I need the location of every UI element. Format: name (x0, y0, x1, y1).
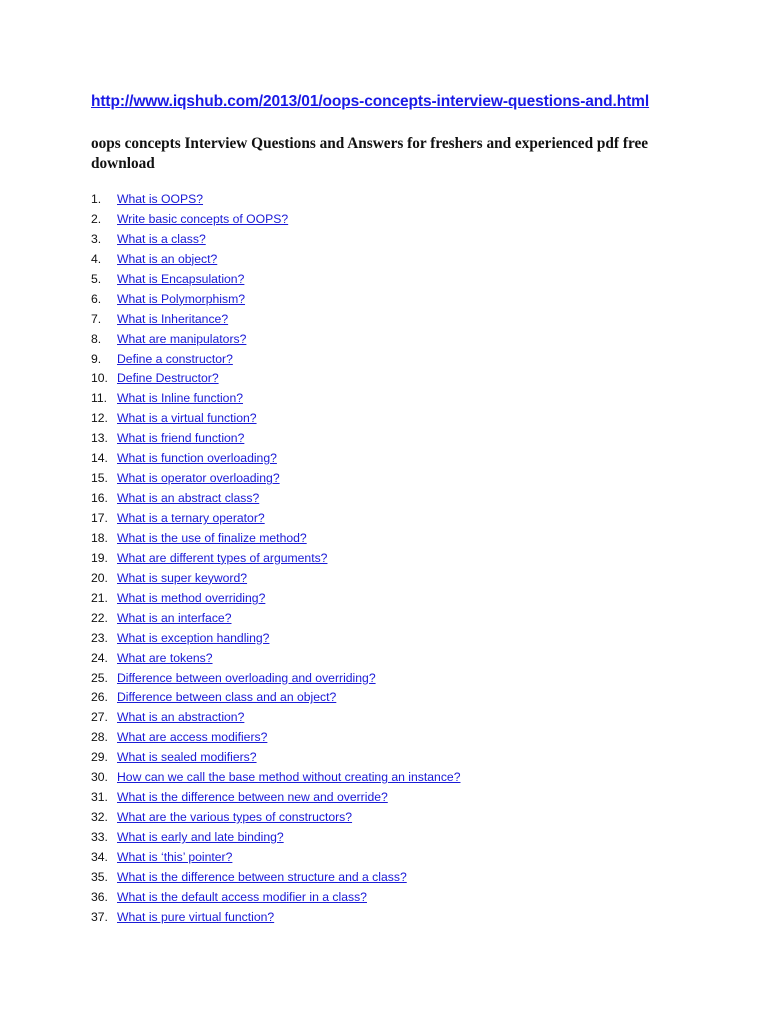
question-number: 19. (91, 550, 108, 565)
question-number: 31. (91, 790, 108, 805)
list-item (91, 509, 460, 529)
question-number: 9. (91, 351, 102, 366)
question-number: 16. (91, 491, 108, 506)
question-number: 24. (91, 650, 108, 665)
list-item (91, 649, 460, 669)
list-item (91, 230, 460, 250)
question-number: 27. (91, 710, 108, 725)
list-item (91, 748, 460, 768)
list-item (91, 728, 460, 748)
list-item (91, 270, 460, 290)
question-number: 33. (91, 830, 108, 844)
list-item (91, 290, 460, 310)
question-number: 34. (91, 849, 108, 864)
question-number: 26. (91, 690, 108, 705)
question-link[interactable]: What is the difference between structure and a class? (117, 869, 407, 884)
list-item (91, 768, 460, 788)
list-item (91, 888, 460, 908)
list-item (91, 489, 460, 509)
question-link[interactable]: What are manipulators? (117, 331, 247, 346)
question-link[interactable]: What is a class? (117, 231, 206, 246)
question-number: 5. (91, 271, 102, 286)
question-link[interactable]: What is an abstract class? (117, 491, 260, 506)
list-item (91, 429, 460, 449)
question-number: 2. (91, 211, 102, 226)
list-item (91, 669, 460, 689)
list-item (91, 190, 460, 210)
question-number: 21. (91, 590, 108, 605)
list-item (91, 310, 460, 330)
question-number: 30. (91, 770, 108, 785)
question-link[interactable]: What is early and late binding? (117, 830, 284, 844)
list-item (91, 569, 460, 589)
list-item (91, 609, 460, 629)
question-number: 13. (91, 431, 108, 446)
list-item (91, 469, 460, 489)
question-number: 6. (91, 291, 102, 306)
question-link[interactable]: How can we call the base method without creating an instance? (117, 770, 461, 785)
question-number: 23. (91, 630, 108, 645)
question-number: 4. (91, 251, 102, 266)
list-item (91, 828, 460, 848)
list-item (91, 449, 460, 469)
question-link[interactable]: What are access modifiers? (117, 730, 268, 745)
list-item (91, 369, 460, 389)
question-number: 37. (91, 909, 108, 924)
question-link[interactable]: Write basic concepts of OOPS? (117, 211, 289, 226)
question-number: 17. (91, 511, 108, 525)
question-link[interactable]: What is function overloading? (117, 451, 277, 466)
question-number: 20. (91, 570, 108, 585)
list-item (91, 868, 460, 888)
question-number: 18. (91, 530, 108, 545)
question-link[interactable]: Define a constructor? (117, 351, 233, 366)
question-link[interactable]: What is a virtual function? (117, 411, 257, 426)
list-item (91, 549, 460, 569)
question-link[interactable]: What is an abstraction? (117, 710, 245, 725)
question-number: 10. (91, 371, 108, 386)
list-item (91, 330, 460, 350)
question-number: 8. (91, 331, 102, 346)
question-link[interactable]: What are the various types of constructors? (117, 810, 353, 825)
list-item (91, 708, 460, 728)
question-link[interactable]: What is Inheritance? (117, 311, 229, 326)
list-item (91, 210, 460, 230)
question-number: 12. (91, 411, 108, 426)
question-number: 36. (91, 889, 108, 904)
list-item (91, 808, 460, 828)
question-list (91, 190, 460, 928)
question-link[interactable]: What is super keyword? (117, 570, 248, 585)
question-link[interactable]: What is friend function? (117, 431, 245, 446)
question-link[interactable]: What are different types of arguments? (117, 550, 328, 565)
list-item (91, 788, 460, 808)
question-link[interactable]: What is an interface? (117, 610, 232, 625)
question-number: 11. (91, 391, 108, 406)
question-link[interactable]: What is exception handling? (117, 630, 270, 645)
question-link[interactable]: What is a ternary operator? (117, 511, 265, 525)
question-link[interactable]: What is OOPS? (117, 192, 204, 206)
list-item (91, 529, 460, 549)
source-url-link[interactable]: http://www.iqshub.com/2013/01/oops-concepts-interview-questions-and.html (91, 93, 650, 110)
question-link[interactable]: What is Polymorphism? (117, 291, 246, 306)
question-number: 32. (91, 810, 108, 825)
question-link[interactable]: What is Inline function? (117, 391, 244, 406)
question-link[interactable]: What is operator overloading? (117, 471, 280, 486)
question-link[interactable]: What are tokens? (117, 650, 213, 665)
list-item (91, 688, 460, 708)
question-link[interactable]: Define Destructor? (117, 371, 219, 386)
question-link[interactable]: Difference between class and an object? (117, 690, 337, 705)
question-link[interactable]: What is pure virtual function? (117, 909, 275, 924)
question-link[interactable]: What is the use of finalize method? (117, 530, 307, 545)
document-title: oops concepts Interview Questions and Answers for freshers and experienced pdf free download (91, 135, 649, 172)
question-link[interactable]: What is the default access modifier in a class? (117, 889, 367, 904)
list-item (91, 409, 460, 429)
question-number: 28. (91, 730, 108, 745)
question-link[interactable]: Difference between overloading and overriding? (117, 670, 376, 685)
question-number: 22. (91, 610, 108, 625)
question-number: 29. (91, 750, 108, 765)
list-item (91, 389, 460, 409)
question-link[interactable]: What is an object? (117, 251, 218, 266)
question-link[interactable]: What is sealed modifiers? (117, 750, 257, 765)
question-number: 35. (91, 869, 108, 884)
question-link[interactable]: What is ‘this’ pointer? (117, 849, 233, 864)
list-item (91, 908, 460, 928)
question-number: 14. (91, 451, 108, 466)
question-number: 3. (91, 231, 102, 246)
question-link[interactable]: What is the difference between new and override? (117, 790, 388, 805)
question-number: 7. (91, 311, 102, 326)
list-item (91, 848, 460, 868)
question-link[interactable]: What is Encapsulation? (117, 271, 245, 286)
list-item (91, 350, 460, 370)
question-number: 15. (91, 471, 108, 486)
question-link[interactable]: What is method overriding? (117, 590, 266, 605)
list-item (91, 629, 460, 649)
list-item (91, 250, 460, 270)
question-number: 1. (91, 192, 102, 206)
question-number: 25. (91, 670, 108, 685)
list-item (91, 589, 460, 609)
